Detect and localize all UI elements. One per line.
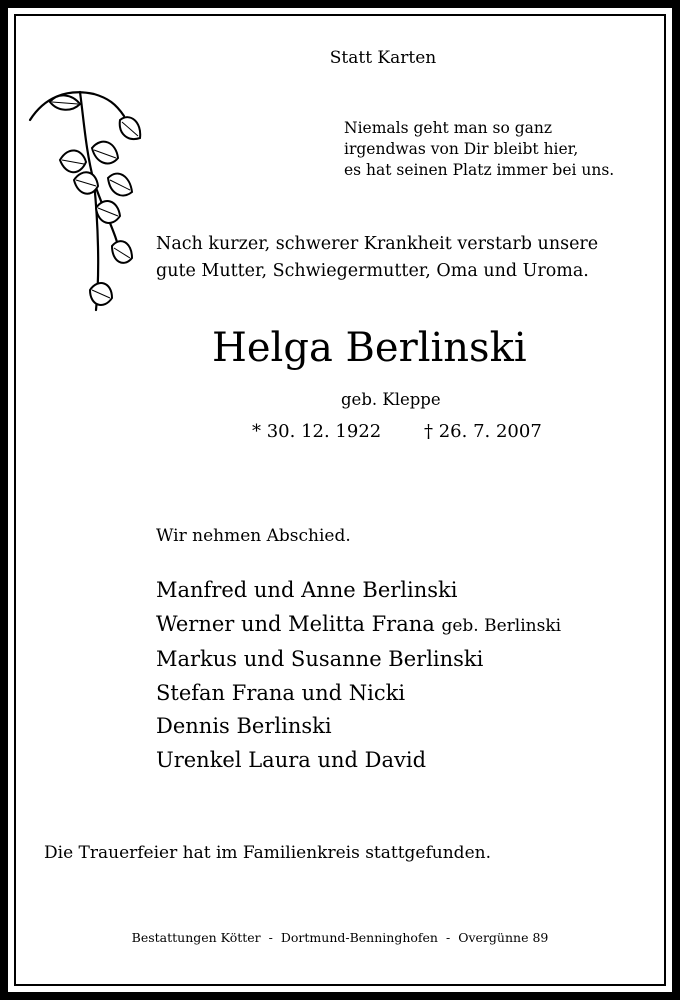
footer-separator: - <box>268 930 273 945</box>
mourner-line: Urenkel Laura und David <box>156 747 427 772</box>
poem-line: es hat seinen Platz immer bei uns. <box>344 161 615 179</box>
deceased-name: Helga Berlinski <box>212 325 527 371</box>
farewell-line: Wir nehmen Abschied. <box>156 526 351 546</box>
death-date: † 26. 7. 2007 <box>424 421 542 442</box>
funeral-home-location: Dortmund-Benninghofen <box>280 930 438 945</box>
mourner-line: Stefan Frana und Nicki <box>156 680 406 705</box>
birth-date: * 30. 12. 1922 <box>252 421 382 442</box>
mourner-names: Werner und Melitta Frana <box>156 611 435 636</box>
statt-karten-label: Statt Karten <box>329 48 437 68</box>
mourner-line: Dennis Berlinski <box>156 714 332 738</box>
ceremony-note: Die Trauerfeier hat im Familienkreis stattgefunden. <box>44 843 491 863</box>
footer-separator: - <box>446 930 451 945</box>
mourner-line: Manfred und Anne Berlinski <box>156 578 458 602</box>
mourner-line: Markus und Susanne Berlinski <box>156 647 484 671</box>
mourners-list <box>156 574 561 777</box>
poem <box>344 118 614 181</box>
funeral-home-footer <box>0 930 680 945</box>
poem-line: Niemals geht man so ganz <box>344 119 553 137</box>
mourner-birth-name: geb. Berlinski <box>441 615 562 636</box>
funeral-home-address: Overgünne 89 <box>458 930 549 945</box>
birch-branch-icon <box>24 82 154 342</box>
birth-name: geb. Kleppe <box>341 390 441 409</box>
mourner-line <box>156 608 561 644</box>
intro-line: Nach kurzer, schwerer Krankheit verstarb unsere <box>156 234 599 254</box>
intro-line: gute Mutter, Schwiegermutter, Oma und Uroma. <box>156 261 589 281</box>
death-announcement-text <box>156 231 598 285</box>
poem-line: irgendwas von Dir bleibt hier, <box>344 140 579 158</box>
funeral-home-name: Bestattungen Kötter <box>131 930 261 945</box>
